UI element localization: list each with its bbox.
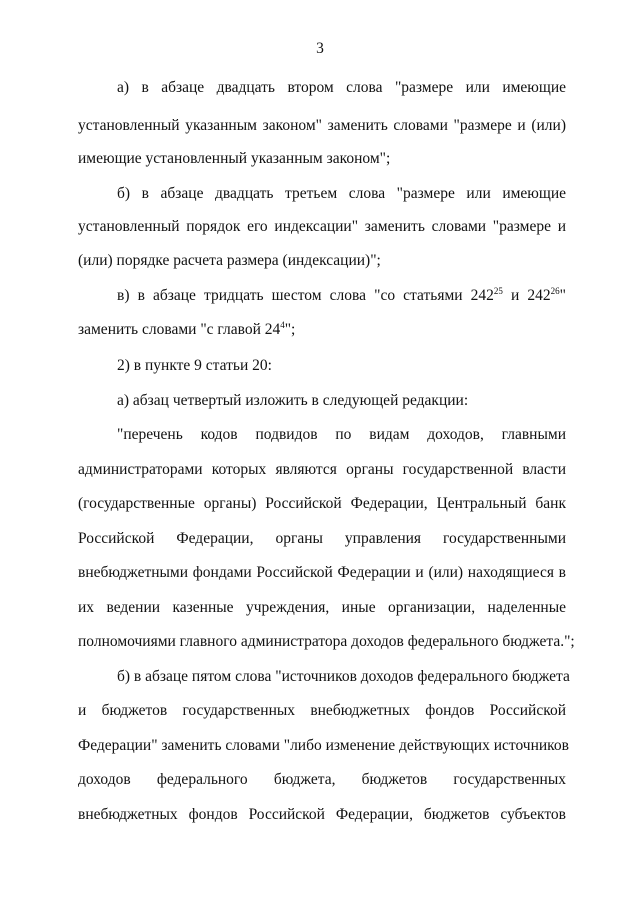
text-line: установленный порядок его индексации" заменить словами "размере и — [78, 218, 566, 235]
superscript: 4 — [280, 320, 285, 330]
text-line: Федерации" заменить словами "либо изменение действующих источников — [78, 737, 569, 754]
page-number: 3 — [316, 40, 324, 57]
text-line: полномочиями главного администратора доходов федерального бюджета."; — [78, 633, 575, 650]
text-segment: в) в абзаце тридцать шестом слова "со статьями 242 — [117, 287, 494, 304]
text-line: доходов федерального бюджета, бюджетов государственных — [78, 771, 566, 788]
text-segment: и 242 — [502, 287, 551, 304]
text-line: их ведении казенные учреждения, иные организации, наделенные — [78, 599, 566, 616]
text-line: б) в абзаце двадцать третьем слова "размере или имеющие — [117, 185, 566, 202]
text-line: (или) порядке расчета размера (индексации)"; — [78, 252, 381, 269]
text-segment: "; — [284, 321, 296, 338]
text-line: и бюджетов государственных внебюджетных фондов Российской — [78, 702, 566, 719]
text-line: внебюджетными фондами Российской Федерации и (или) находящиеся в — [78, 564, 566, 581]
text-line: администраторами которых являются органы государственной власти — [78, 461, 566, 478]
text-line: б) в абзаце пятом слова "источников доходов федерального бюджета — [117, 668, 570, 685]
text-line-with-superscripts — [78, 320, 566, 340]
text-line: а) в абзаце двадцать втором слова "размере или имеющие — [117, 79, 566, 96]
text-line: установленный указанным законом" заменить словами "размере и (или) — [78, 117, 566, 134]
text-line: а) абзац четвертый изложить в следующей редакции: — [117, 392, 469, 409]
text-line-with-superscripts — [117, 286, 566, 306]
superscript: 26 — [550, 286, 560, 296]
text-line: "перечень кодов подвидов по видам доходов, главными — [117, 426, 566, 443]
text-line: Российской Федерации, органы управления государственными — [78, 530, 566, 547]
text-line: (государственные органы) Российской Федерации, Центральный банк — [78, 495, 566, 512]
text-line: внебюджетных фондов Российской Федерации, бюджетов субъектов — [78, 806, 566, 823]
text-line: 2) в пункте 9 статьи 20: — [117, 357, 272, 374]
text-segment: " — [559, 287, 566, 304]
text-segment: заменить словами "с главой 24 — [78, 321, 281, 338]
text-line: имеющие установленный указанным законом"; — [78, 150, 391, 167]
superscript: 25 — [493, 286, 503, 296]
